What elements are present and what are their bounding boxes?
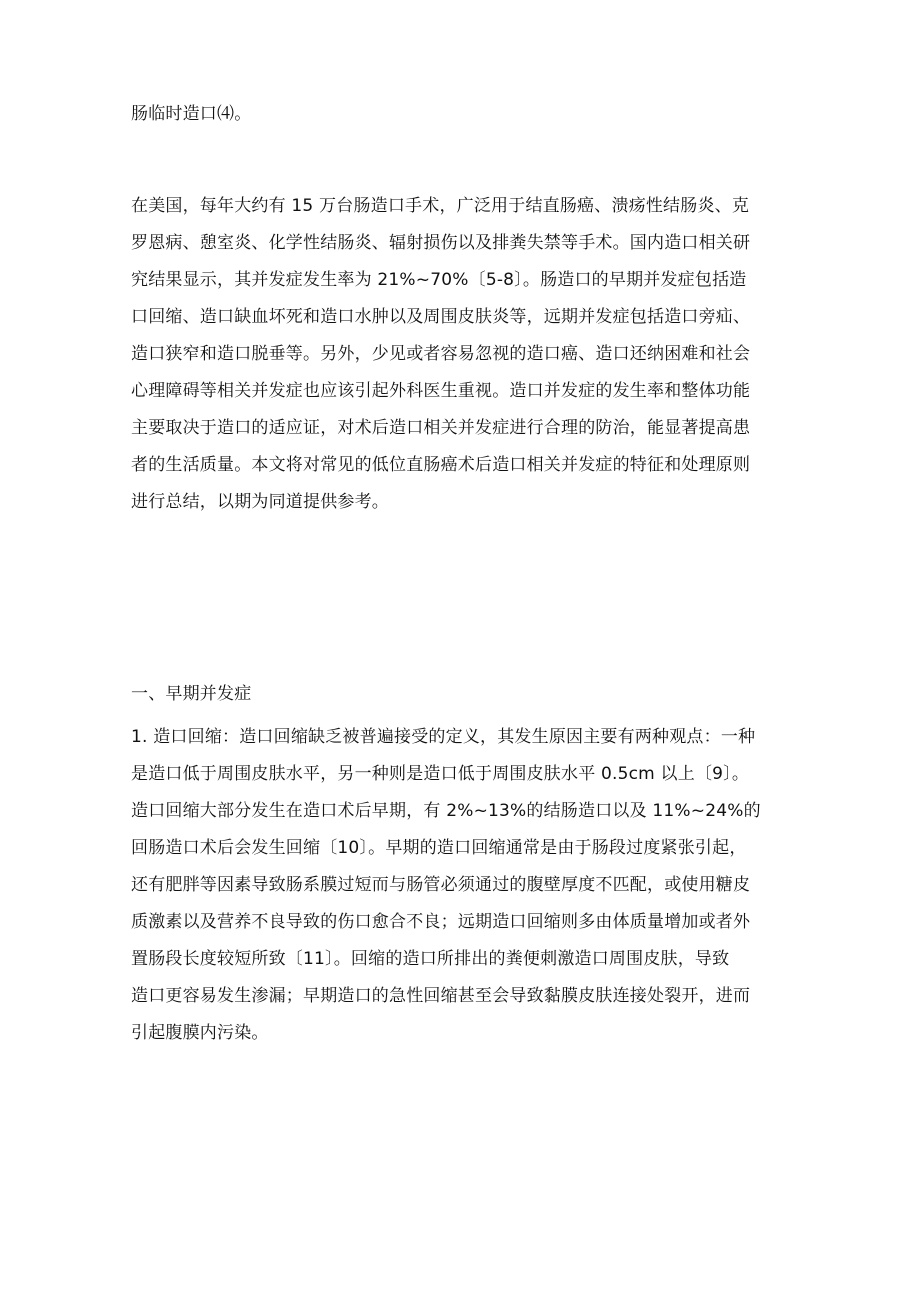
paragraph-intro-line: 主要取决于造口的适应证，对术后造口相关并发症进行合理的防治，能显著提高患 [131,418,751,438]
paragraph-retraction-line: 是造口低于周围皮肤水平，另一种则是造口低于周围皮肤水平 0.5cm 以上〔9〕。 [131,764,750,784]
paragraph-retraction-line: 造口更容易发生渗漏；早期造口的急性回缩甚至会导致黏膜皮肤连接处裂开，进而 [131,986,751,1006]
top-fragment-block [131,96,811,133]
paragraph-intro-line: 造口狭窄和造口脱垂等。另外，少见或者容易忽视的造口癌、造口还纳困难和社会 [131,344,751,364]
paragraph-retraction-line: 引起腹膜内污染。 [131,1023,269,1043]
paragraph-intro-line: 在美国，每年大约有 15 万台肠造口手术，广泛用于结直肠癌、溃疡性结肠炎、克 [131,196,750,216]
paragraph-retraction-line: 造口回缩大部分发生在造口术后早期，有 2%~13%的结肠造口以及 11%~24%的 [131,801,761,821]
section-heading-block [131,676,811,713]
paragraph-retraction-line: 回肠造口术后会发生回缩〔10〕。早期的造口回缩通常是由于肠段过度紧张引起， [131,838,747,858]
paragraph-intro-line: 究结果显示，其并发症发生率为 21%~70%〔5-8〕。肠造口的早期并发症包括造 [131,270,747,290]
paragraph-intro-line: 罗恩病、憩室炎、化学性结肠炎、辐射损伤以及排粪失禁等手术。国内造口相关研 [131,233,751,253]
paragraph-retraction-line: 质激素以及营养不良导致的伤口愈合不良；远期造口回缩则多由体质量增加或者外 [131,912,751,932]
paragraph-retraction-line: 1. 造口回缩：造口回缩缺乏被普遍接受的定义，其发生原因主要有两种观点：一种 [131,727,756,747]
section-heading-early-complications: 一、早期并发症 [131,684,252,704]
paragraph-intro [131,188,811,521]
paragraph-intro-line: 进行总结，以期为同道提供参考。 [131,492,389,512]
paragraph-intro-line: 口回缩、造口缺血坏死和造口水肿以及周围皮肤炎等，远期并发症包括造口旁疝、 [131,307,751,327]
paragraph-retraction-line: 还有肥胖等因素导致肠系膜过短而与肠管必须通过的腹壁厚度不匹配，或使用糖皮 [131,875,751,895]
paragraph-retraction-line: 置肠段长度较短所致〔11〕。回缩的造口所排出的粪便刺激造口周围皮肤，导致 [131,949,730,969]
top-fragment-text: 肠临时造口⑷。 [131,104,252,124]
paragraph-intro-line: 心理障碍等相关并发症也应该引起外科医生重视。造口并发症的发生率和整体功能 [131,381,751,401]
paragraph-intro-line: 者的生活质量。本文将对常见的低位直肠癌术后造口相关并发症的特征和处理原则 [131,455,751,475]
paragraph-stoma-retraction [131,719,811,1052]
